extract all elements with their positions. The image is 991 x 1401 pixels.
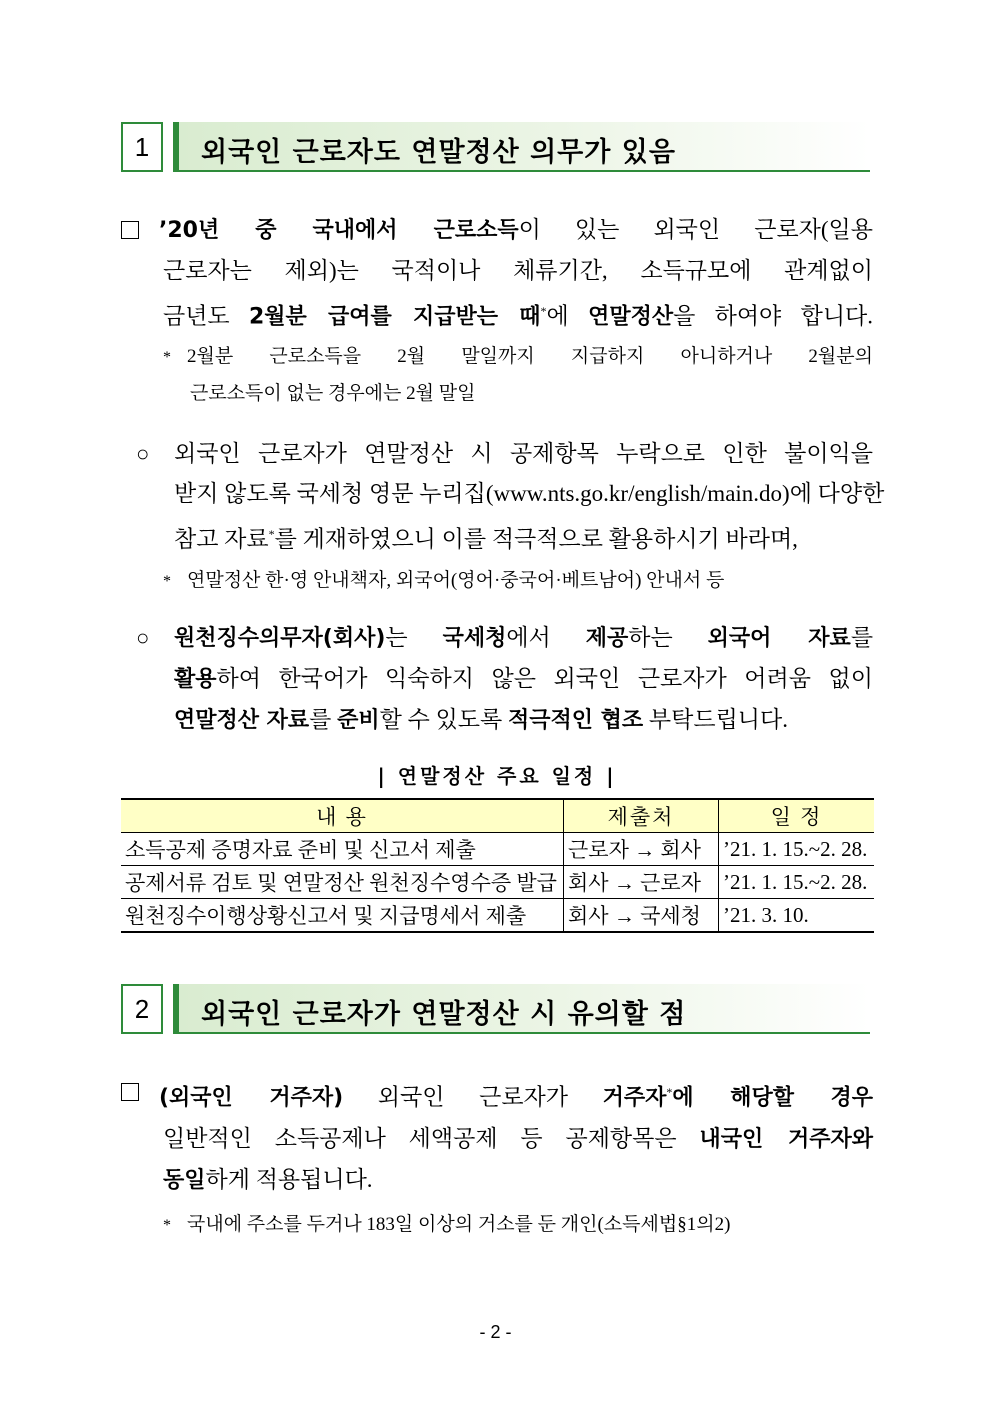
paragraph-line bbox=[136, 514, 873, 560]
text-run: 국내에 주소를 두거나 183일 이상의 거소를 둔 개인(소득세법§1의2) bbox=[187, 1214, 731, 1235]
text-run: 에 bbox=[546, 303, 589, 329]
column-header: 일 정 bbox=[719, 799, 875, 833]
footnote bbox=[163, 563, 873, 600]
table-header-row bbox=[121, 799, 874, 833]
circle-bullet-icon: ○ bbox=[136, 625, 150, 650]
section-title: 외국인 근로자도 연말정산 의무가 있음 bbox=[201, 137, 676, 168]
text-run: 금년도 bbox=[163, 303, 249, 329]
footnote-line bbox=[163, 563, 873, 600]
text-run: 거주자 bbox=[602, 1085, 667, 1111]
text-run: 국세청 bbox=[442, 626, 507, 651]
square-bullet-icon bbox=[121, 1083, 139, 1101]
table-row bbox=[121, 899, 874, 933]
section-title-bar bbox=[173, 122, 870, 172]
paragraph-line bbox=[136, 700, 873, 741]
page-number: - 2 - bbox=[479, 1322, 512, 1342]
table-cell: ’21. 3. 10. bbox=[719, 899, 875, 933]
text-run: 하는 bbox=[628, 625, 708, 650]
text-run: 외국인 근로자가 bbox=[343, 1084, 603, 1110]
section-number: 2 bbox=[121, 984, 163, 1034]
text-run: 연말정산 bbox=[588, 304, 674, 330]
paragraph-4 bbox=[121, 1072, 873, 1201]
table-cell: ’21. 1. 15.~2. 28. bbox=[719, 866, 875, 899]
asterisk: * bbox=[163, 349, 171, 366]
table-cell: 공제서류 검토 및 연말정산 원천징수영수증 발급 bbox=[121, 866, 564, 899]
table-cell: ’21. 1. 15.~2. 28. bbox=[719, 833, 875, 866]
footnote bbox=[163, 339, 873, 412]
section-title-bar bbox=[173, 984, 870, 1034]
footnote-line bbox=[163, 339, 873, 376]
text-run: 원천징수의무자(회사) bbox=[174, 626, 386, 651]
text-run: 를 bbox=[309, 707, 338, 732]
paragraph-line bbox=[136, 618, 873, 659]
text-run: 국내에서 근로소득 bbox=[312, 218, 519, 243]
paragraph-line bbox=[121, 291, 873, 338]
paragraph-line bbox=[121, 210, 873, 251]
footnote-mark: * bbox=[666, 1085, 673, 1099]
paragraph-line: 근로자는 제외)는 국적이나 체류기간, 소득규모에 관계없이 bbox=[163, 258, 873, 283]
text-run: 는 bbox=[385, 625, 443, 650]
table-cell: 회사 → 근로자 bbox=[564, 866, 719, 899]
table-cell: 근로자 → 회사 bbox=[564, 833, 719, 866]
section-title: 외국인 근로자가 연말정산 시 유의할 점 bbox=[201, 999, 687, 1030]
paragraph-3 bbox=[136, 618, 873, 741]
text-run: (외국인 거주자) bbox=[159, 1085, 344, 1111]
paragraph-line: 외국인 근로자가 연말정산 시 공제항목 누락으로 인한 불이익을 bbox=[174, 441, 873, 466]
text-run: 할 수 있도록 bbox=[379, 707, 508, 732]
paragraph-1 bbox=[121, 210, 873, 338]
text-run: 2월분 근로소득을 2월 말일까지 지급하지 아니하거나 2월분의 bbox=[187, 346, 873, 367]
paragraph-line: 받지 않도록 국세청 영문 누리집(www.nts.go.kr/english/main.do)에 다양한 bbox=[174, 481, 885, 506]
table-row bbox=[121, 866, 874, 899]
table-cell: 회사 → 국세청 bbox=[564, 899, 719, 933]
text-run: 에서 bbox=[506, 625, 586, 650]
text-run: 적극적인 협조 bbox=[508, 708, 644, 733]
schedule-table bbox=[121, 798, 874, 933]
table-cell: 원천징수이행상황신고서 및 지급명세서 제출 bbox=[121, 899, 564, 933]
table-caption: | 연말정산 주요 일정 | bbox=[377, 764, 617, 788]
text-run: 일반적인 소득공제나 세액공제 등 공제항목은 bbox=[163, 1125, 700, 1151]
text-run: 준비 bbox=[337, 708, 380, 733]
text-run: 를 게재하였으니 이를 적극적으로 활용하시기 바라며, bbox=[274, 526, 798, 552]
square-bullet-icon bbox=[121, 221, 139, 239]
column-header: 내 용 bbox=[121, 799, 564, 833]
text-run: 외국어 자료 bbox=[707, 626, 851, 651]
text-run: 제공 bbox=[585, 626, 629, 651]
text-run: 2월분 급여를 지급받는 때 bbox=[248, 304, 541, 330]
column-header: 제출처 bbox=[564, 799, 719, 833]
paragraph-line bbox=[121, 1119, 873, 1160]
text-run: 연말정산 한·영 안내책자, 외국어(영어·중국어·베트남어) 안내서 등 bbox=[187, 570, 725, 591]
text-run: 에 해당할 경우 bbox=[672, 1085, 873, 1111]
text-run: ’20년 중 bbox=[159, 218, 313, 243]
circle-bullet-icon: ○ bbox=[136, 441, 150, 466]
text-run: 활용 bbox=[174, 667, 217, 692]
text-run: 하여 한국어가 익숙하지 않은 외국인 근로자가 어려움 없이 bbox=[216, 666, 873, 691]
table-row bbox=[121, 833, 874, 866]
text-run: 내국인 거주자와 bbox=[699, 1126, 873, 1152]
paragraph-line bbox=[121, 1072, 873, 1119]
footnote-mark: * bbox=[540, 304, 547, 318]
footnote-mark: * bbox=[268, 527, 275, 541]
asterisk: * bbox=[163, 573, 171, 590]
section-1-header bbox=[121, 122, 870, 174]
text-run: 참고 자료 bbox=[174, 526, 269, 552]
asterisk: * bbox=[163, 1217, 171, 1234]
footnote bbox=[163, 1207, 873, 1244]
table-cell: 소득공제 증명자료 준비 및 신고서 제출 bbox=[121, 833, 564, 866]
section-number: 1 bbox=[121, 122, 163, 172]
text-run: 부탁드립니다. bbox=[643, 707, 788, 732]
text-run: 동일 bbox=[163, 1167, 206, 1193]
footnote-line: 근로소득이 없는 경우에는 2월 말일 bbox=[190, 383, 476, 404]
text-run: 이 있는 외국인 근로자(일용 bbox=[518, 217, 873, 242]
footnote-line bbox=[163, 1207, 873, 1244]
text-run: 을 하여야 합니다. bbox=[673, 303, 874, 329]
paragraph-line bbox=[136, 659, 873, 700]
text-run: 를 bbox=[850, 625, 874, 650]
text-run: 하게 적용됩니다. bbox=[205, 1166, 373, 1192]
paragraph-line bbox=[121, 1160, 873, 1201]
paragraph-2 bbox=[136, 434, 885, 560]
text-run: 연말정산 자료 bbox=[174, 708, 310, 733]
section-2-header bbox=[121, 984, 870, 1036]
